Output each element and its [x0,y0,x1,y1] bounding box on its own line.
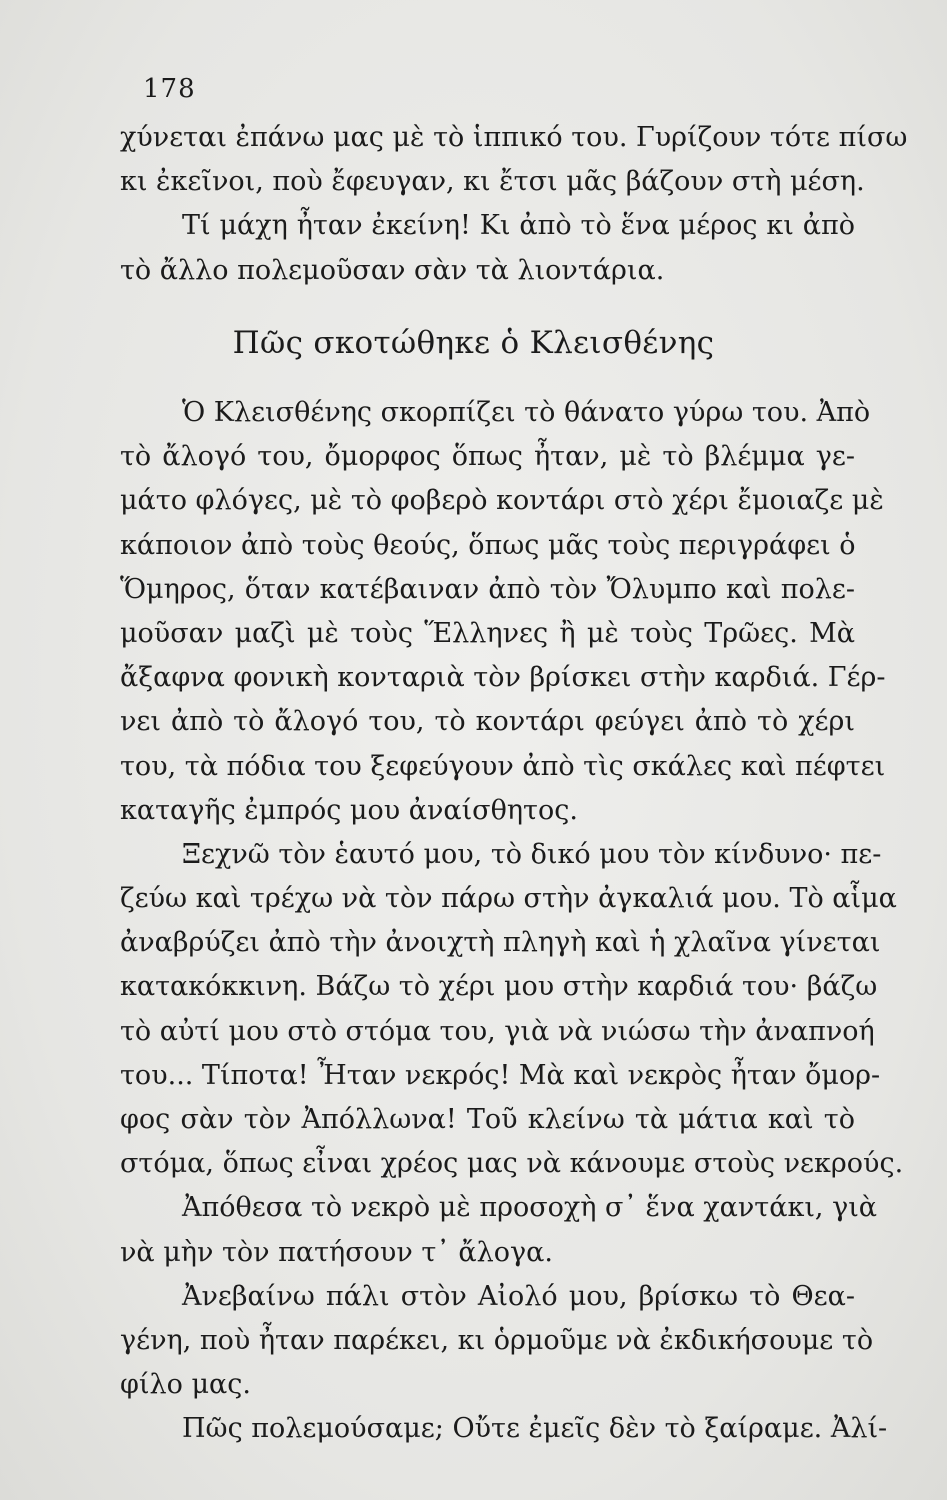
text-line: μοῦσαν μαζὶ μὲ τοὺς Ἕλληνες ἢ μὲ τοὺς Τρῶες. Μὰ [120,617,855,649]
text-line: στόμα, ὅπως εἶναι χρέος μας νὰ κάνουμε στοὺς νεκρούς. [120,1148,904,1180]
text-line: τὸ ἄλλο πολεμοῦσαν σὰν τὰ λιοντάρια. [120,254,665,286]
text-line: Ὅμηρος, ὅταν κατέβαιναν ἀπὸ τὸν Ὄλυμπο καὶ πολε- [120,573,855,605]
text-line: Ἀνεβαίνω πάλι στὸν Αἰολό μου, βρίσκω τὸ Θεα- [182,1280,855,1312]
text-line: Ὁ Κλεισθένης σκορπίζει τὸ θάνατο γύρω του. Ἀπὸ [182,397,871,428]
text-line: Τί μάχη ἦταν ἐκείνη! Κι ἀπὸ τὸ ἕνα μέρος κι ἀπὸ [182,210,855,242]
text-line: μάτο φλόγες, μὲ τὸ φοβερὸ κοντάρι στὸ χέρι ἔμοιαζε μὲ [120,485,884,517]
text-line: κάποιον ἀπὸ τοὺς θεούς, ὅπως μᾶς τοὺς περιγράφει ὁ [120,529,856,561]
text-line: νὰ μὴν τὸν πατήσουν τ᾽ ἄλογα. [120,1236,553,1268]
text-line: του, τὰ πόδια του ξεφεύγουν ἀπὸ τὶς σκάλες καὶ πέφτει [120,750,886,782]
opening-text [120,116,908,293]
text-line: φος σὰν τὸν Ἀπόλλωνα! Τοῦ κλείνω τὰ μάτια καὶ τὸ [120,1104,855,1135]
page-number: 178 [143,74,196,104]
text-line: τὸ ἄλογό του, ὄμορφος ὅπως ἦταν, μὲ τὸ βλέμμα γε- [120,441,855,473]
text-line: φίλο μας. [120,1369,251,1401]
section-text [120,391,904,1452]
section-heading: Πῶς σκοτώθηκε ὁ Κλεισθένης [232,325,715,361]
text-line: ἄξαφνα φονικὴ κονταριὰ τὸν βρίσκει στὴν καρδιά. Γέρ- [120,662,886,694]
text-line: κατακόκκινη. Βάζω τὸ χέρι μου στὴν καρδιά του· βάζω [120,971,878,1003]
text-line: κι ἐκεῖνοι, ποὺ ἔφευγαν, κι ἔτσι μᾶς βάζουν στὴ μέση. [120,166,865,198]
text-line: ζεύω καὶ τρέχω νὰ τὸν πάρω στὴν ἀγκαλιά μου. Τὸ αἷμα [120,883,897,915]
text-line: νει ἀπὸ τὸ ἄλογό του, τὸ κοντάρι φεύγει ἀπὸ τὸ χέρι [120,706,855,738]
text-line: Ξεχνῶ τὸν ἑαυτό μου, τὸ δικό μου τὸν κίνδυνο· πε- [182,838,882,870]
text-line: ἀναβρύζει ἀπὸ τὴν ἀνοιχτὴ πληγὴ καὶ ἡ χλαῖνα γίνεται [120,927,881,959]
text-line: τὸ αὐτί μου στὸ στόμα του, γιὰ νὰ νιώσω τὴν ἀναπνοή [120,1015,875,1047]
text-line: Πῶς πολεμούσαμε; Οὔτε ἐμεῖς δὲν τὸ ξαίραμε. Ἀλί- [182,1413,888,1445]
text-line: του... Τίποτα! Ἦταν νεκρός! Μὰ καὶ νεκρὸς ἦταν ὄμορ- [120,1059,881,1091]
text-line: γένη, ποὺ ἦταν παρέκει, κι ὁρμοῦμε νὰ ἐκδικήσουμε τὸ [120,1324,874,1356]
text-line: καταγῆς ἐμπρός μου ἀναίσθητος. [120,794,578,826]
text-line: Ἀπόθεσα τὸ νεκρὸ μὲ προσοχὴ σ᾽ ἕνα χαντάκι, γιὰ [182,1192,878,1224]
text-line: χύνεται ἐπάνω μας μὲ τὸ ἱππικό του. Γυρίζουν τότε πίσω [120,122,908,153]
